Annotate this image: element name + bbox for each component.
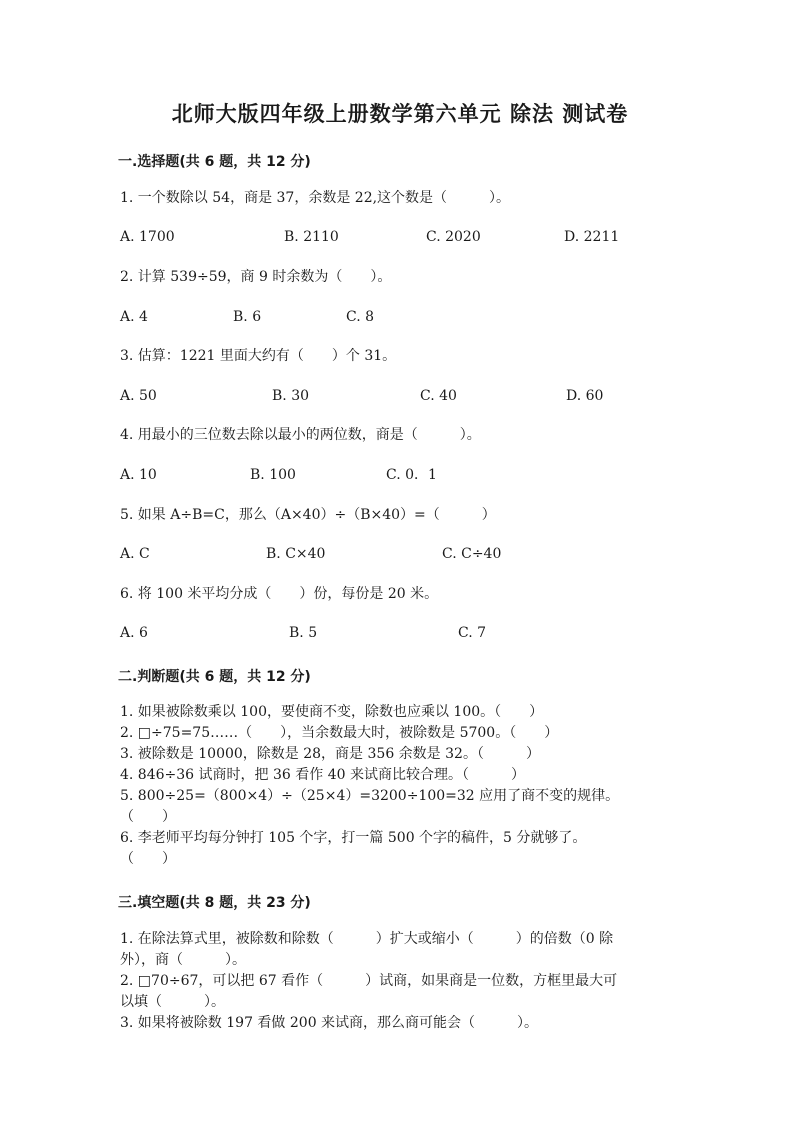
question-text: 1. 一个数除以 54，商是 37，余数是 22,这个数是（ ）。	[120, 190, 511, 206]
page-title: 北师大版四年级上册数学第六单元 除法 测试卷	[171, 102, 629, 126]
question-text: 4. 846÷36 试商时，把 36 看作 40 来试商比较合理。（ ）	[120, 767, 525, 783]
option-c: C. 2020	[426, 229, 481, 245]
question-text: 6. 李老师平均每分钟打 105 个字，打一篇 500 个字的稿件，5 分就够了。	[120, 830, 587, 846]
option-a: A. 1700	[120, 229, 175, 245]
question-text: 1. 在除法算式里，被除数和除数（ ）扩大或缩小（ ）的倍数（0 除	[120, 931, 614, 947]
option-a: A. 50	[120, 388, 157, 404]
option-a: A. 6	[120, 625, 148, 641]
option-a: A. 10	[120, 467, 157, 483]
option-b: B. C×40	[266, 546, 326, 562]
section-heading-fill: 三.填空题(共 8 题，共 23 分)	[118, 895, 311, 911]
question-text: 3. 如果将被除数 197 看做 200 来试商，那么商可能会（ ）。	[120, 1015, 539, 1031]
question-text: 2. 计算 539÷59，商 9 时余数为（ ）。	[120, 269, 392, 285]
question-text: 2. □70÷67，可以把 67 看作（ ）试商，如果商是一位数，方框里最大可	[120, 973, 618, 989]
question-text: 4. 用最小的三位数去除以最小的两位数，商是（ ）。	[120, 427, 481, 443]
option-c: C. 0．1	[386, 467, 437, 483]
section-heading-choice: 一.选择题(共 6 题，共 12 分)	[118, 154, 311, 170]
question-text: 外），商（ ）。	[120, 952, 246, 968]
answer-blank: （ ）	[120, 809, 176, 825]
question-text: 1. 如果被除数乘以 100，要使商不变，除数也应乘以 100。（ ）	[120, 704, 544, 720]
answer-blank: （ ）	[120, 851, 176, 867]
option-d: D. 60	[566, 388, 604, 404]
option-b: B. 5	[289, 625, 318, 641]
option-c: C. 7	[458, 625, 487, 641]
section-heading-judgement: 二.判断题(共 6 题，共 12 分)	[118, 669, 311, 685]
option-c: C. 40	[420, 388, 457, 404]
question-text: 3. 被除数是 10000，除数是 28，商是 356 余数是 32。（ ）	[120, 746, 540, 762]
question-text: 3. 估算：1221 里面大约有（ ）个 31。	[120, 348, 397, 364]
option-b: B. 2110	[284, 229, 339, 245]
option-a: A. C	[120, 546, 150, 562]
question-text: 6. 将 100 米平均分成（ ）份，每份是 20 米。	[120, 586, 439, 602]
question-text: 5. 如果 A÷B=C，那么（A×40）÷（B×40）=（ ）	[120, 507, 496, 523]
option-c: C. 8	[346, 309, 375, 325]
option-b: B. 100	[250, 467, 296, 483]
question-text: 以填（ ）。	[120, 994, 225, 1010]
option-c: C. C÷40	[442, 546, 502, 562]
option-d: D. 2211	[564, 229, 620, 245]
question-text: 2. □÷75=75……（ ），当余数最大时，被除数是 5700。（ ）	[120, 725, 559, 741]
option-a: A. 4	[120, 309, 148, 325]
question-text: 5. 800÷25=（800×4）÷（25×4）=3200÷100=32 应用了商不变的规律。	[120, 788, 620, 804]
option-b: B. 30	[272, 388, 310, 404]
option-b: B. 6	[233, 309, 262, 325]
